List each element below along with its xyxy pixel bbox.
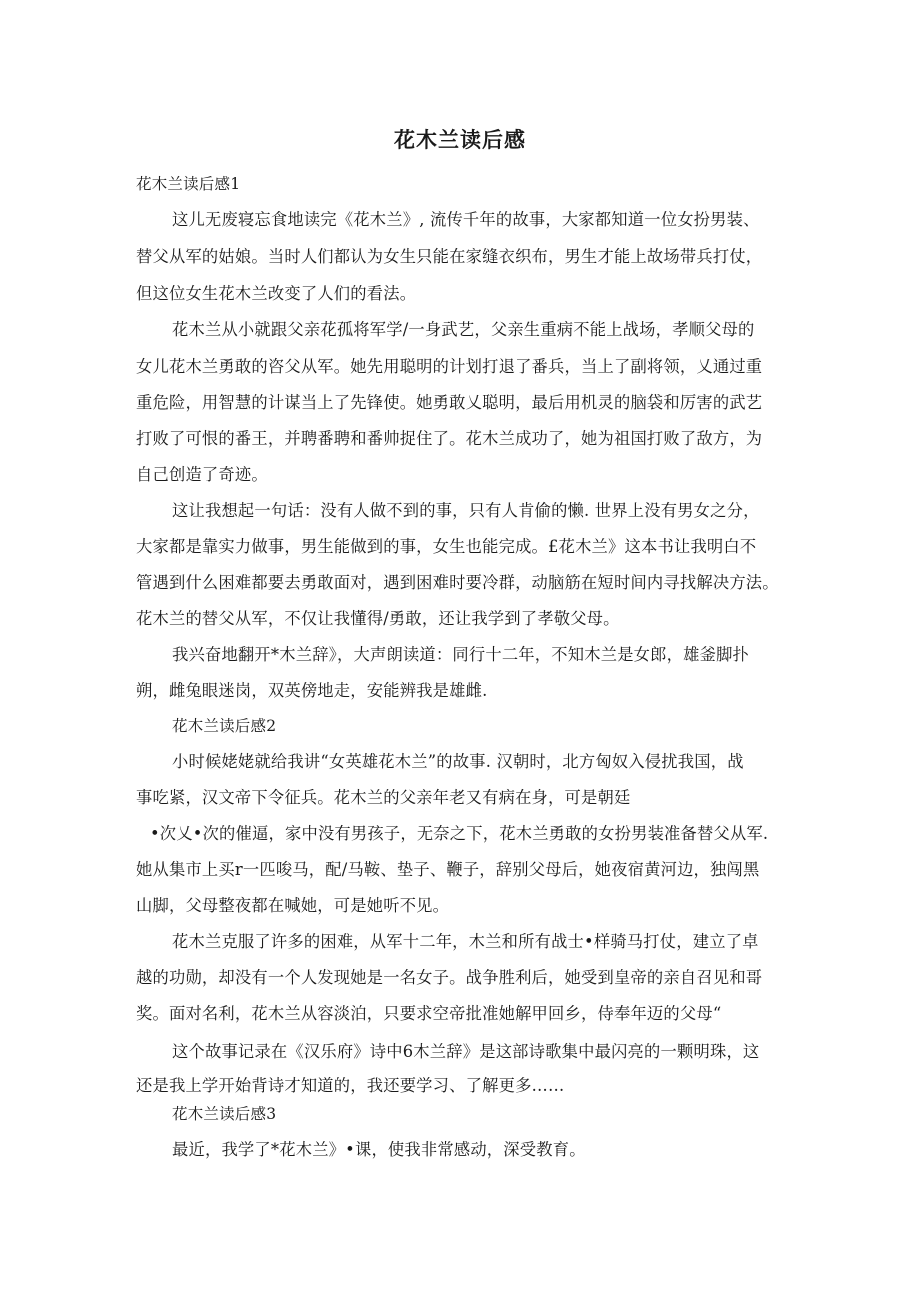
paragraph-line: 朔，雌兔眼迷岗，双英傍地走，安能辨我是雄雌. [136,681,488,700]
document-title: 花木兰读后感 [394,128,526,152]
paragraph-line: 山脚，父母整夜都在喊她，可是她听不见。 [136,896,450,915]
paragraph-line: 花木兰克服了许多的困难，从军十二年，木兰和所有战士•样骑马打仗，建立了卓 [172,932,759,951]
paragraph-line: 事吃紧，汉文帝下令征兵。花木兰的父亲年老又有病在身，可是朝廷 [136,788,631,807]
paragraph-line: 奖。面对名利，花木兰从容淡泊，只要求空帝批准她解甲回乡，侍奉年迈的父母“ [136,1004,722,1023]
paragraph-line: 还是我上学开始背诗才知道的，我还要学习、了解更多…… [136,1076,565,1095]
paragraph-line: 小时候姥姥就给我讲“女英雄花木兰”的故事. 汉朝时，北方匈奴入侵扰我国，战 [172,752,744,771]
paragraph-line: 最近，我学了*花木兰》•课，使我非常感动，深受教育。 [172,1140,586,1159]
paragraph-line: 越的功勋，却没有一个人发现她是一名女子。战争胜利后，她受到皇帝的亲自召见和哥 [136,968,763,987]
paragraph-line: 这儿无废寝忘食地读完《花木兰》, 流传千年的故事，大家都知道一位女扮男装、 [172,210,760,229]
paragraph-line: 这让我想起一句话：没有人做不到的事，只有人肯偷的懒. 世界上没有男女之分， [172,501,760,520]
section-heading-1: 花木兰读后感1 [136,175,241,193]
paragraph-line: 大家都是靠实力做事，男生能做到的事，女生也能完成。£花木兰》这本书让我明白不 [136,537,757,556]
paragraph-line: 重危险，用智慧的计谋当上了先锋使。她勇敢乂聪明，最后用机灵的脑袋和厉害的武艺 [136,393,763,412]
section-heading-3: 花木兰读后感3 [172,1105,277,1123]
paragraph-line: 替父从军的姑娘。当时人们都认为女生只能在家缝衣织布，男生才能上故场带兵打仗， [136,247,763,266]
paragraph-line: 花木兰的替父从军，不仅让我懂得/勇敢，还让我学到了孝敬父母。 [136,609,620,628]
paragraph-line: •次乂•次的催逼，家中没有男孩子，无奈之下，花木兰勇敢的女扮男装准备替父从军. [150,824,769,843]
paragraph-line: 这个故事记录在《汉乐府》诗中6木兰辞》是这部诗歌集中最闪亮的一颗明珠，这 [172,1042,760,1061]
paragraph-line: 管遇到什么困难都要去勇敢面对，遇到困难时要冷群，动脑筋在短时间内寻找解决方法。 [136,573,779,592]
paragraph-line: 我兴奋地翻开*木兰辞》，大声朗读道：同行十二年，不知木兰是女郎，雄釜脚扑 [172,645,750,664]
paragraph-line: 打败了可恨的番王，并聘番聘和番帅捉住了。花木兰成功了，她为祖国打败了敌方，为 [136,429,763,448]
paragraph-line: 花木兰从小就跟父亲花孤将军学/一身武艺，父亲生重病不能上战场，孝顺父母的 [172,320,755,339]
section-heading-2: 花木兰读后感2 [172,717,277,735]
paragraph-line: 女儿花木兰勇敢的咨父从军。她先用聪明的计划打退了番兵，当上了副将领，乂通过重 [136,357,763,376]
paragraph-line: 她从集市上买r一匹唆马，配/马鞍、垫子、鞭子，辞别父母后，她夜宿黄河边，独闯黑 [136,860,760,879]
paragraph-line: 自己创造了奇迹。 [136,465,268,484]
paragraph-line: 但这位女生花木兰改变了人们的看法。 [136,284,417,303]
